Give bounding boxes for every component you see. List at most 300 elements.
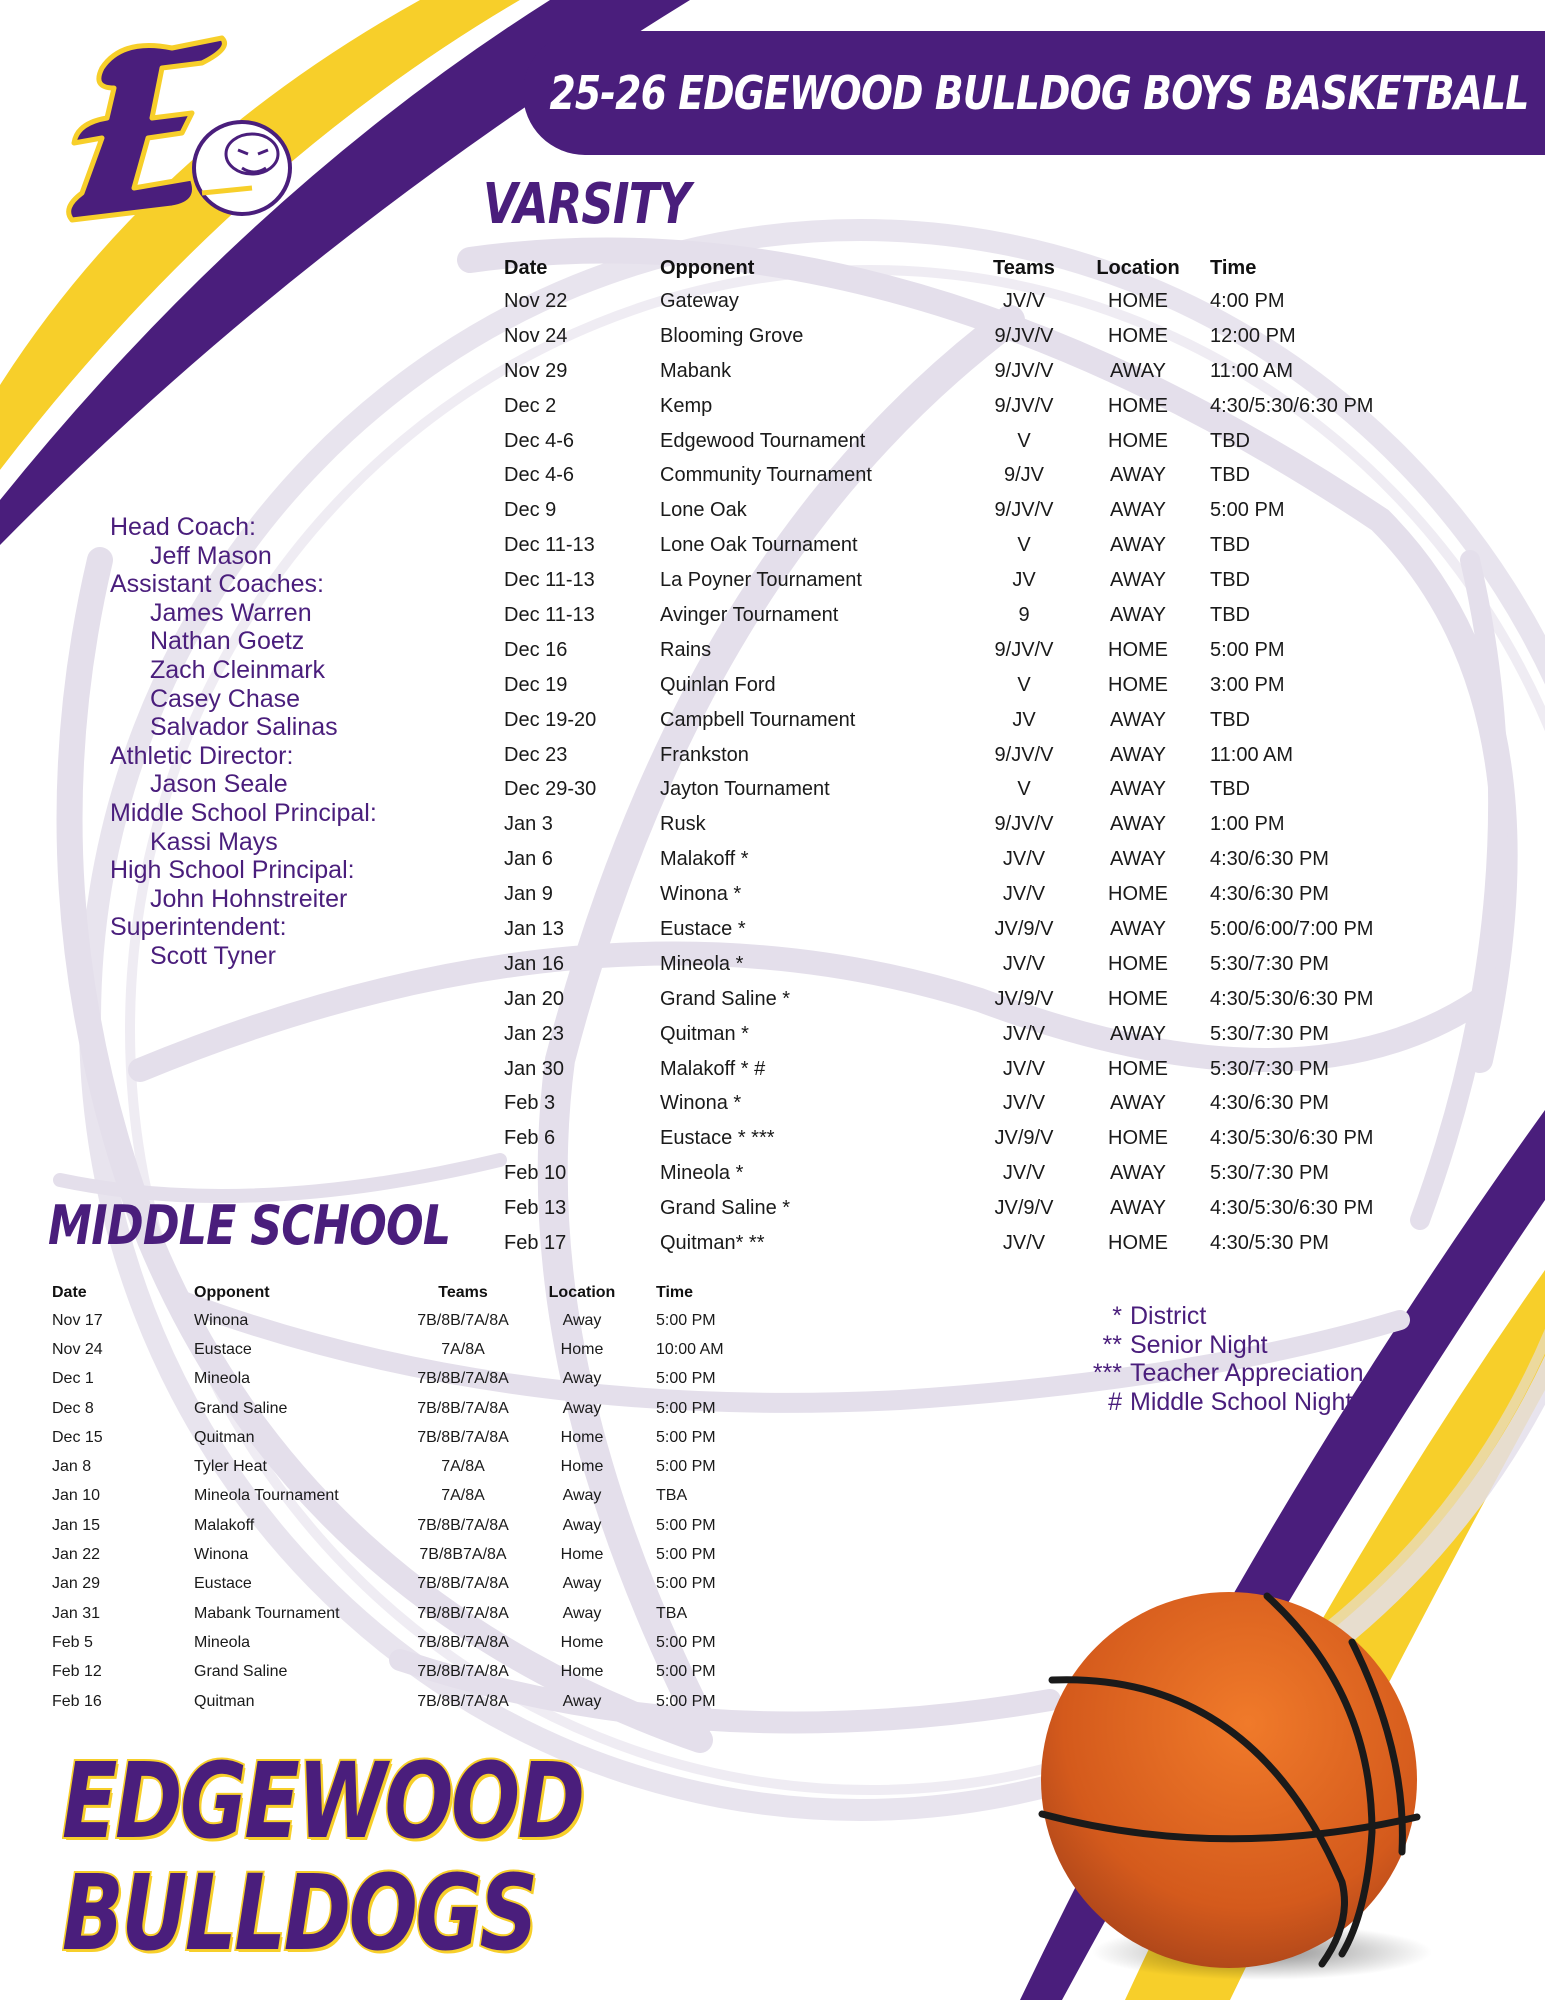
time-cell: 5:00 PM (656, 1458, 716, 1476)
opponent-cell: Eustace (194, 1340, 252, 1358)
opponent-cell: Rusk (660, 813, 706, 836)
staff-role-label: Athletic Director: (110, 741, 294, 770)
table-row (504, 877, 1410, 912)
teams-cell: 7B/8B/7A/8A (417, 1370, 509, 1388)
location-cell: Away (562, 1311, 602, 1329)
teams-cell: JV/9/V (994, 987, 1054, 1010)
table-row (504, 389, 1410, 424)
date-cell: Nov 24 (504, 324, 568, 347)
opponent-cell: Quitman (194, 1428, 255, 1446)
opponent-cell: Eustace * (660, 917, 746, 940)
time-cell: 11:00 AM (1210, 743, 1294, 766)
time-cell: 4:30/5:30 PM (1210, 1231, 1329, 1254)
location-cell: HOME (1108, 638, 1168, 661)
location-cell: Home (560, 1663, 604, 1681)
teams-cell: JV/V (1002, 1092, 1046, 1115)
staff-role-label: High School Principal: (110, 856, 355, 885)
staff-name: Salvador Salinas (150, 713, 338, 742)
staff-name: Nathan Goetz (150, 627, 305, 656)
col-opponent-header: Opponent (194, 1284, 270, 1301)
col-teams-header: Teams (993, 256, 1055, 279)
teams-cell: JV/V (1002, 1057, 1046, 1080)
table-row (52, 1335, 796, 1364)
middle-school-rows (52, 1306, 796, 1716)
teams-cell: JV (1012, 708, 1036, 731)
table-row (504, 807, 1410, 842)
staff-role-label: Head Coach: (110, 513, 256, 541)
location-cell: Away (562, 1692, 602, 1710)
staff-name: Casey Chase (150, 684, 301, 713)
date-cell: Jan 6 (504, 848, 553, 871)
staff-role-label: Middle School Principal: (110, 798, 377, 827)
location-cell: Home (560, 1340, 604, 1358)
opponent-cell: Mineola * (660, 1162, 744, 1185)
time-cell: 5:00 PM (656, 1399, 716, 1417)
teams-cell: 9/JV/V (994, 324, 1054, 347)
time-cell: 5:00 PM (656, 1370, 716, 1388)
location-cell: HOME (1108, 987, 1168, 1010)
col-teams-header: Teams (438, 1284, 488, 1301)
opponent-cell: Lone Oak (660, 499, 747, 522)
header-banner (523, 31, 1545, 155)
location-cell: Away (562, 1399, 602, 1417)
opponent-cell: Grand Saline (194, 1663, 288, 1681)
location-cell: AWAY (1110, 1197, 1166, 1220)
varsity-heading: VARSITY (483, 172, 691, 237)
location-cell: Away (562, 1487, 602, 1505)
location-cell: HOME (1108, 1127, 1168, 1150)
legend-label: District (1130, 1302, 1207, 1330)
teams-cell: 7B/8B/7A/8A (417, 1604, 509, 1622)
legend (1080, 1302, 1363, 1416)
teams-cell: V (1017, 429, 1031, 452)
location-cell: HOME (1108, 883, 1168, 906)
time-cell: 5:00/6:00/7:00 PM (1210, 917, 1374, 940)
date-cell: Dec 2 (504, 394, 557, 417)
location-cell: AWAY (1110, 603, 1166, 626)
table-header-row (504, 252, 1410, 284)
legend-symbol: * (1112, 1302, 1122, 1330)
legend-item (1080, 1331, 1363, 1360)
table-row (504, 1121, 1410, 1156)
date-cell: Dec 15 (52, 1428, 103, 1446)
varsity-schedule-table (504, 252, 1410, 1261)
teams-cell: JV/9/V (994, 917, 1054, 940)
table-row (504, 319, 1410, 354)
date-cell: Jan 13 (504, 917, 565, 940)
opponent-cell: Winona * (660, 883, 742, 906)
date-cell: Jan 23 (504, 1022, 565, 1045)
teams-cell: 7A/8A (441, 1340, 485, 1358)
teams-cell: JV/V (1002, 1162, 1046, 1185)
date-cell: Jan 31 (52, 1604, 101, 1622)
opponent-cell: Eustace * *** (660, 1127, 775, 1150)
opponent-cell: Edgewood Tournament (660, 429, 866, 452)
location-cell: HOME (1108, 324, 1168, 347)
date-cell: Dec 19-20 (504, 708, 597, 731)
opponent-cell: Mineola Tournament (194, 1487, 339, 1505)
time-cell: 5:30/7:30 PM (1210, 952, 1329, 975)
table-header-row (52, 1280, 796, 1306)
table-row (52, 1511, 796, 1540)
col-time-header: Time (656, 1284, 694, 1301)
teams-cell: JV/V (1002, 883, 1046, 906)
location-cell: AWAY (1110, 464, 1166, 487)
opponent-cell: Mineola (194, 1633, 251, 1651)
teams-cell: 7B/8B/7A/8A (417, 1575, 509, 1593)
time-cell: 10:00 AM (656, 1340, 724, 1358)
staff-name: Jeff Mason (150, 541, 272, 570)
opponent-cell: Gateway (660, 289, 739, 312)
opponent-cell: Jayton Tournament (660, 778, 830, 801)
teams-cell: 9/JV/V (994, 499, 1054, 522)
date-cell: Jan 22 (52, 1546, 101, 1564)
opponent-cell: La Poyner Tournament (660, 569, 862, 592)
time-cell: TBD (1210, 708, 1250, 731)
teams-cell: V (1017, 534, 1031, 557)
table-row (504, 1156, 1410, 1191)
date-cell: Jan 15 (52, 1516, 101, 1534)
teams-cell: 7B/8B7A/8A (419, 1546, 507, 1564)
location-cell: Away (562, 1370, 602, 1388)
location-cell: HOME (1108, 673, 1168, 696)
teams-cell: 7B/8B/7A/8A (417, 1633, 509, 1651)
time-cell: TBD (1210, 603, 1250, 626)
table-row (504, 598, 1410, 633)
location-cell: Away (562, 1604, 602, 1622)
teams-cell: JV/V (1002, 289, 1046, 312)
table-row (504, 633, 1410, 668)
table-row (52, 1540, 796, 1569)
opponent-cell: Quitman (194, 1692, 255, 1710)
table-row (504, 738, 1410, 773)
location-cell: AWAY (1110, 848, 1166, 871)
legend-label: Middle School Night (1130, 1387, 1353, 1416)
date-cell: Dec 11-13 (504, 603, 595, 626)
table-row (52, 1365, 796, 1394)
time-cell: 5:00 PM (1210, 638, 1285, 661)
teams-cell: 7A/8A (441, 1487, 485, 1505)
date-cell: Dec 4-6 (504, 464, 575, 487)
time-cell: 4:30/6:30 PM (1210, 883, 1329, 906)
opponent-cell: Eustace (194, 1575, 252, 1593)
time-cell: 5:30/7:30 PM (1210, 1022, 1329, 1045)
table-row (52, 1658, 796, 1687)
date-cell: Jan 3 (504, 813, 553, 836)
bulldog-mascot-icon (194, 122, 290, 214)
time-cell: 5:00 PM (656, 1311, 716, 1329)
time-cell: 5:00 PM (656, 1663, 716, 1681)
teams-cell: 7B/8B/7A/8A (417, 1428, 509, 1446)
table-row (504, 1086, 1410, 1121)
col-opponent-header: Opponent (660, 256, 755, 279)
teams-cell: 9/JV/V (994, 359, 1054, 382)
time-cell: TBA (656, 1487, 688, 1505)
time-cell: 4:30/5:30/6:30 PM (1210, 1197, 1374, 1220)
table-row (504, 563, 1410, 598)
location-cell: AWAY (1110, 359, 1166, 382)
opponent-cell: Mabank (660, 359, 732, 382)
col-date-header: Date (504, 256, 548, 279)
location-cell: Home (560, 1546, 604, 1564)
opponent-cell: Campbell Tournament (660, 708, 856, 731)
date-cell: Jan 20 (504, 987, 565, 1010)
table-row (504, 1191, 1410, 1226)
location-cell: AWAY (1110, 1092, 1166, 1115)
opponent-cell: Malakoff * # (660, 1057, 766, 1080)
col-location-header: Location (1096, 256, 1180, 279)
location-cell: AWAY (1110, 534, 1166, 557)
date-cell: Dec 23 (504, 743, 568, 766)
date-cell: Feb 5 (52, 1633, 93, 1651)
table-row (504, 458, 1410, 493)
varsity-rows (504, 284, 1410, 1261)
date-cell: Jan 29 (52, 1575, 101, 1593)
table-row (504, 772, 1410, 807)
location-cell: Home (560, 1458, 604, 1476)
table-row (52, 1482, 796, 1511)
teams-cell: 7B/8B/7A/8A (417, 1399, 509, 1417)
time-cell: TBA (656, 1604, 688, 1622)
date-cell: Feb 10 (504, 1162, 567, 1185)
time-cell: 4:30/5:30/6:30 PM (1210, 394, 1374, 417)
date-cell: Dec 1 (52, 1370, 94, 1388)
opponent-cell: Community Tournament (660, 464, 872, 487)
date-cell: Feb 13 (504, 1197, 567, 1220)
table-row (504, 947, 1410, 982)
date-cell: Jan 8 (52, 1458, 92, 1476)
location-cell: AWAY (1110, 743, 1166, 766)
table-row (504, 912, 1410, 947)
time-cell: 5:30/7:30 PM (1210, 1162, 1329, 1185)
location-cell: AWAY (1110, 917, 1166, 940)
opponent-cell: Winona * (660, 1092, 742, 1115)
opponent-cell: Blooming Grove (660, 324, 804, 347)
date-cell: Feb 12 (52, 1663, 102, 1681)
date-cell: Nov 22 (504, 289, 568, 312)
teams-cell: JV/V (1002, 952, 1046, 975)
staff-name: James Warren (150, 598, 312, 627)
date-cell: Nov 29 (504, 359, 568, 382)
location-cell: AWAY (1110, 569, 1166, 592)
time-cell: 1:00 PM (1210, 813, 1285, 836)
date-cell: Jan 16 (504, 952, 565, 975)
legend-symbol: # (1108, 1387, 1122, 1416)
table-row (52, 1452, 796, 1481)
legend-symbol: ** (1102, 1330, 1122, 1359)
location-cell: HOME (1108, 429, 1168, 452)
location-cell: HOME (1108, 952, 1168, 975)
table-row (504, 493, 1410, 528)
table-row (504, 668, 1410, 703)
teams-cell: 7B/8B/7A/8A (417, 1692, 509, 1710)
time-cell: TBD (1210, 534, 1250, 557)
date-cell: Jan 30 (504, 1057, 565, 1080)
opponent-cell: Malakoff (194, 1516, 255, 1534)
opponent-cell: Quitman* ** (660, 1231, 765, 1254)
table-row (52, 1394, 796, 1423)
time-cell: TBD (1210, 778, 1250, 801)
table-row (504, 1226, 1410, 1261)
opponent-cell: Rains (660, 638, 712, 661)
time-cell: 4:30/6:30 PM (1210, 1092, 1329, 1115)
page-title: 25-26 EDGEWOOD BULLDOG BOYS BASKETBALL (549, 66, 1529, 120)
table-row (52, 1306, 796, 1335)
middle-school-heading: MIDDLE SCHOOL (48, 1194, 451, 1257)
location-cell: AWAY (1110, 499, 1166, 522)
legend-item (1080, 1388, 1363, 1417)
opponent-cell: Winona (194, 1546, 249, 1564)
time-cell: 11:00 AM (1210, 359, 1294, 382)
table-row (52, 1599, 796, 1628)
time-cell: 5:00 PM (656, 1633, 716, 1651)
staff-role-label: Superintendent: (110, 913, 287, 942)
teams-cell: JV/V (1002, 1231, 1046, 1254)
opponent-cell: Mabank Tournament (194, 1604, 340, 1622)
teams-cell: 9/JV/V (994, 743, 1054, 766)
time-cell: 4:30/5:30/6:30 PM (1210, 987, 1374, 1010)
location-cell: HOME (1108, 1057, 1168, 1080)
date-cell: Dec 19 (504, 673, 568, 696)
table-row (504, 354, 1410, 389)
date-cell: Feb 3 (504, 1092, 556, 1115)
teams-cell: 9/JV (1003, 464, 1045, 487)
time-cell: 5:00 PM (656, 1692, 716, 1710)
opponent-cell: Avinger Tournament (660, 603, 839, 626)
time-cell: TBD (1210, 569, 1250, 592)
opponent-cell: Frankston (660, 743, 749, 766)
time-cell: 5:00 PM (656, 1575, 716, 1593)
time-cell: TBD (1210, 429, 1250, 452)
date-cell: Nov 17 (52, 1311, 103, 1329)
date-cell: Jan 9 (504, 883, 553, 906)
table-row (504, 284, 1410, 319)
teams-cell: 7B/8B/7A/8A (417, 1663, 509, 1681)
time-cell: 5:00 PM (656, 1516, 716, 1534)
time-cell: 5:00 PM (656, 1546, 716, 1564)
time-cell: 4:30/6:30 PM (1210, 848, 1329, 871)
location-cell: HOME (1108, 394, 1168, 417)
location-cell: AWAY (1110, 813, 1166, 836)
date-cell: Dec 11-13 (504, 569, 595, 592)
opponent-cell: Tyler Heat (194, 1458, 267, 1476)
date-cell: Dec 8 (52, 1399, 94, 1417)
table-row (504, 1017, 1410, 1052)
date-cell: Dec 16 (504, 638, 568, 661)
staff-role-label: Assistant Coaches: (110, 570, 324, 599)
teams-cell: V (1017, 673, 1031, 696)
opponent-cell: Quinlan Ford (660, 673, 776, 696)
table-row (504, 1052, 1410, 1087)
teams-cell: JV/9/V (994, 1127, 1054, 1150)
staff-name: Zach Cleinmark (150, 655, 326, 684)
staff-name: Kassi Mays (150, 827, 278, 856)
teams-cell: JV (1012, 569, 1036, 592)
opponent-cell: Mineola (194, 1370, 251, 1388)
footer-line-edgewood: EDGEWOOD (62, 1740, 583, 1862)
date-cell: Nov 24 (52, 1340, 103, 1358)
legend-label: Teacher Appreciation (1130, 1359, 1364, 1388)
staff-list (110, 513, 377, 971)
opponent-cell: Grand Saline (194, 1399, 288, 1417)
staff-name: John Hohnstreiter (150, 884, 348, 913)
staff-name: Jason Seale (150, 770, 288, 799)
basketball-icon (1022, 1592, 1442, 1982)
opponent-cell: Lone Oak Tournament (660, 534, 858, 557)
table-row (52, 1628, 796, 1657)
date-cell: Dec 4-6 (504, 429, 575, 452)
table-row (52, 1687, 796, 1716)
teams-cell: 9 (1018, 603, 1030, 626)
opponent-cell: Malakoff * (660, 848, 749, 871)
legend-item (1080, 1359, 1363, 1388)
teams-cell: JV/V (1002, 1022, 1046, 1045)
table-row (504, 842, 1410, 877)
opponent-cell: Kemp (660, 394, 713, 417)
legend-label: Senior Night (1130, 1330, 1268, 1359)
date-cell: Feb 6 (504, 1127, 556, 1150)
legend-item (1080, 1302, 1363, 1331)
table-row (52, 1423, 796, 1452)
opponent-cell: Grand Saline * (660, 1197, 791, 1220)
time-cell: 4:30/5:30/6:30 PM (1210, 1127, 1374, 1150)
date-cell: Jan 10 (52, 1487, 101, 1505)
legend-symbol: *** (1092, 1359, 1122, 1388)
location-cell: AWAY (1110, 1162, 1166, 1185)
teams-cell: 9/JV/V (994, 813, 1054, 836)
location-cell: HOME (1108, 1231, 1168, 1254)
time-cell: 5:30/7:30 PM (1210, 1057, 1329, 1080)
opponent-cell: Quitman * (660, 1022, 749, 1045)
date-cell: Feb 17 (504, 1231, 567, 1254)
col-date-header: Date (52, 1284, 87, 1301)
teams-cell: JV/9/V (994, 1197, 1054, 1220)
opponent-cell: Mineola * (660, 952, 744, 975)
location-cell: Away (562, 1516, 602, 1534)
location-cell: Home (560, 1428, 604, 1446)
location-cell: AWAY (1110, 708, 1166, 731)
location-cell: HOME (1108, 289, 1168, 312)
opponent-cell: Winona (194, 1311, 249, 1329)
table-row (504, 703, 1410, 738)
teams-cell: JV/V (1002, 848, 1046, 871)
time-cell: 5:00 PM (1210, 499, 1285, 522)
table-row (52, 1570, 796, 1599)
time-cell: 4:00 PM (1210, 289, 1285, 312)
footer-line-bulldogs: BULLDOGS (62, 1852, 536, 1974)
middle-school-schedule-table (52, 1280, 796, 1716)
date-cell: Dec 9 (504, 499, 557, 522)
location-cell: AWAY (1110, 1022, 1166, 1045)
edgewood-logo (52, 28, 300, 224)
col-time-header: Time (1210, 256, 1257, 279)
time-cell: 5:00 PM (656, 1428, 716, 1446)
footer-wordmark (62, 1740, 583, 1974)
table-row (504, 982, 1410, 1017)
date-cell: Feb 16 (52, 1692, 102, 1710)
date-cell: Dec 29-30 (504, 778, 597, 801)
table-row (504, 528, 1410, 563)
opponent-cell: Grand Saline * (660, 987, 791, 1010)
teams-cell: V (1017, 778, 1031, 801)
time-cell: 3:00 PM (1210, 673, 1285, 696)
teams-cell: 7B/8B/7A/8A (417, 1311, 509, 1329)
teams-cell: 7B/8B/7A/8A (417, 1516, 509, 1534)
teams-cell: 9/JV/V (994, 394, 1054, 417)
table-row (504, 424, 1410, 459)
location-cell: Home (560, 1633, 604, 1651)
col-location-header: Location (548, 1284, 616, 1301)
